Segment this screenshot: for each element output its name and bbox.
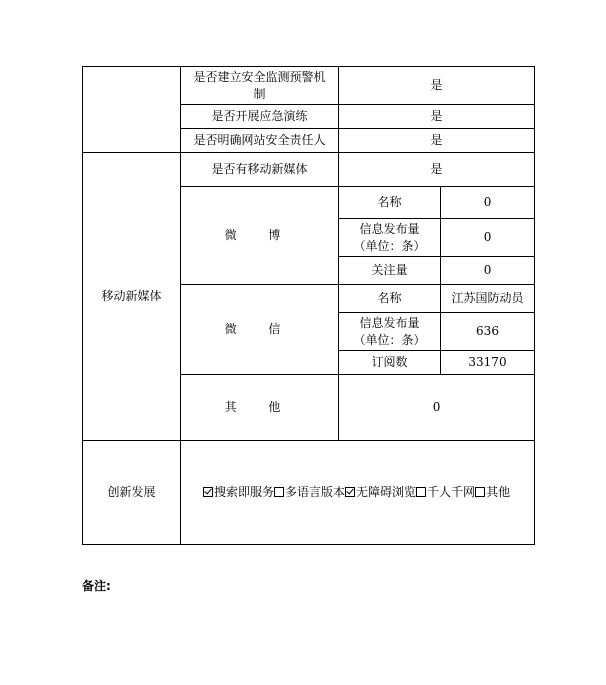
checkbox-checked-icon[interactable]	[345, 487, 355, 497]
responsible-person-value: 是	[339, 129, 535, 153]
weibo-name-label: 名称	[339, 187, 441, 219]
option-accessibility[interactable]: 无障碍浏览	[345, 485, 416, 499]
wechat-subscribers-label: 订阅数	[339, 351, 441, 375]
option-search-as-service[interactable]: 搜索即服务	[203, 485, 274, 499]
new-media-section-label: 移动新媒体	[83, 153, 181, 441]
checkbox-icon[interactable]	[475, 487, 485, 497]
wechat-posts-label: 信息发布量（单位：条）	[339, 313, 441, 351]
checkbox-icon[interactable]	[416, 487, 426, 497]
statistics-table	[82, 66, 535, 545]
innovation-options-cell	[181, 441, 535, 545]
emergency-drill-label: 是否开展应急演练	[181, 105, 339, 129]
option-personalized[interactable]: 千人千网	[416, 485, 475, 499]
warning-mechanism-label: 是否建立安全监测预警机制	[181, 67, 339, 105]
has-new-media-label: 是否有移动新媒体	[181, 153, 339, 187]
responsible-person-label: 是否明确网站安全责任人	[181, 129, 339, 153]
option-multilingual[interactable]: 多语言版本	[274, 485, 345, 499]
weibo-name-value: 0	[441, 187, 535, 219]
wechat-name-label: 名称	[339, 285, 441, 313]
weibo-followers-value: 0	[441, 257, 535, 285]
weibo-posts-value: 0	[441, 219, 535, 257]
wechat-label: 微 信	[181, 285, 339, 375]
wechat-posts-value: 636	[441, 313, 535, 351]
emergency-drill-value: 是	[339, 105, 535, 129]
weibo-label: 微 博	[181, 187, 339, 285]
wechat-name-value: 江苏国防动员	[441, 285, 535, 313]
checkbox-icon[interactable]	[274, 487, 284, 497]
remarks-label: 备注:	[82, 579, 111, 593]
weibo-followers-label: 关注量	[339, 257, 441, 285]
wechat-subscribers-value: 33170	[441, 351, 535, 375]
has-new-media-value: 是	[339, 153, 535, 187]
safety-section-cell	[83, 67, 181, 153]
other-media-label: 其 他	[181, 375, 339, 441]
innovation-section-label: 创新发展	[83, 441, 181, 545]
checkbox-checked-icon[interactable]	[203, 487, 213, 497]
other-media-value: 0	[339, 375, 535, 441]
option-other[interactable]: 其他	[475, 485, 510, 499]
innovation-options	[203, 485, 510, 499]
weibo-posts-label: 信息发布量（单位：条）	[339, 219, 441, 257]
warning-mechanism-value: 是	[339, 67, 535, 105]
